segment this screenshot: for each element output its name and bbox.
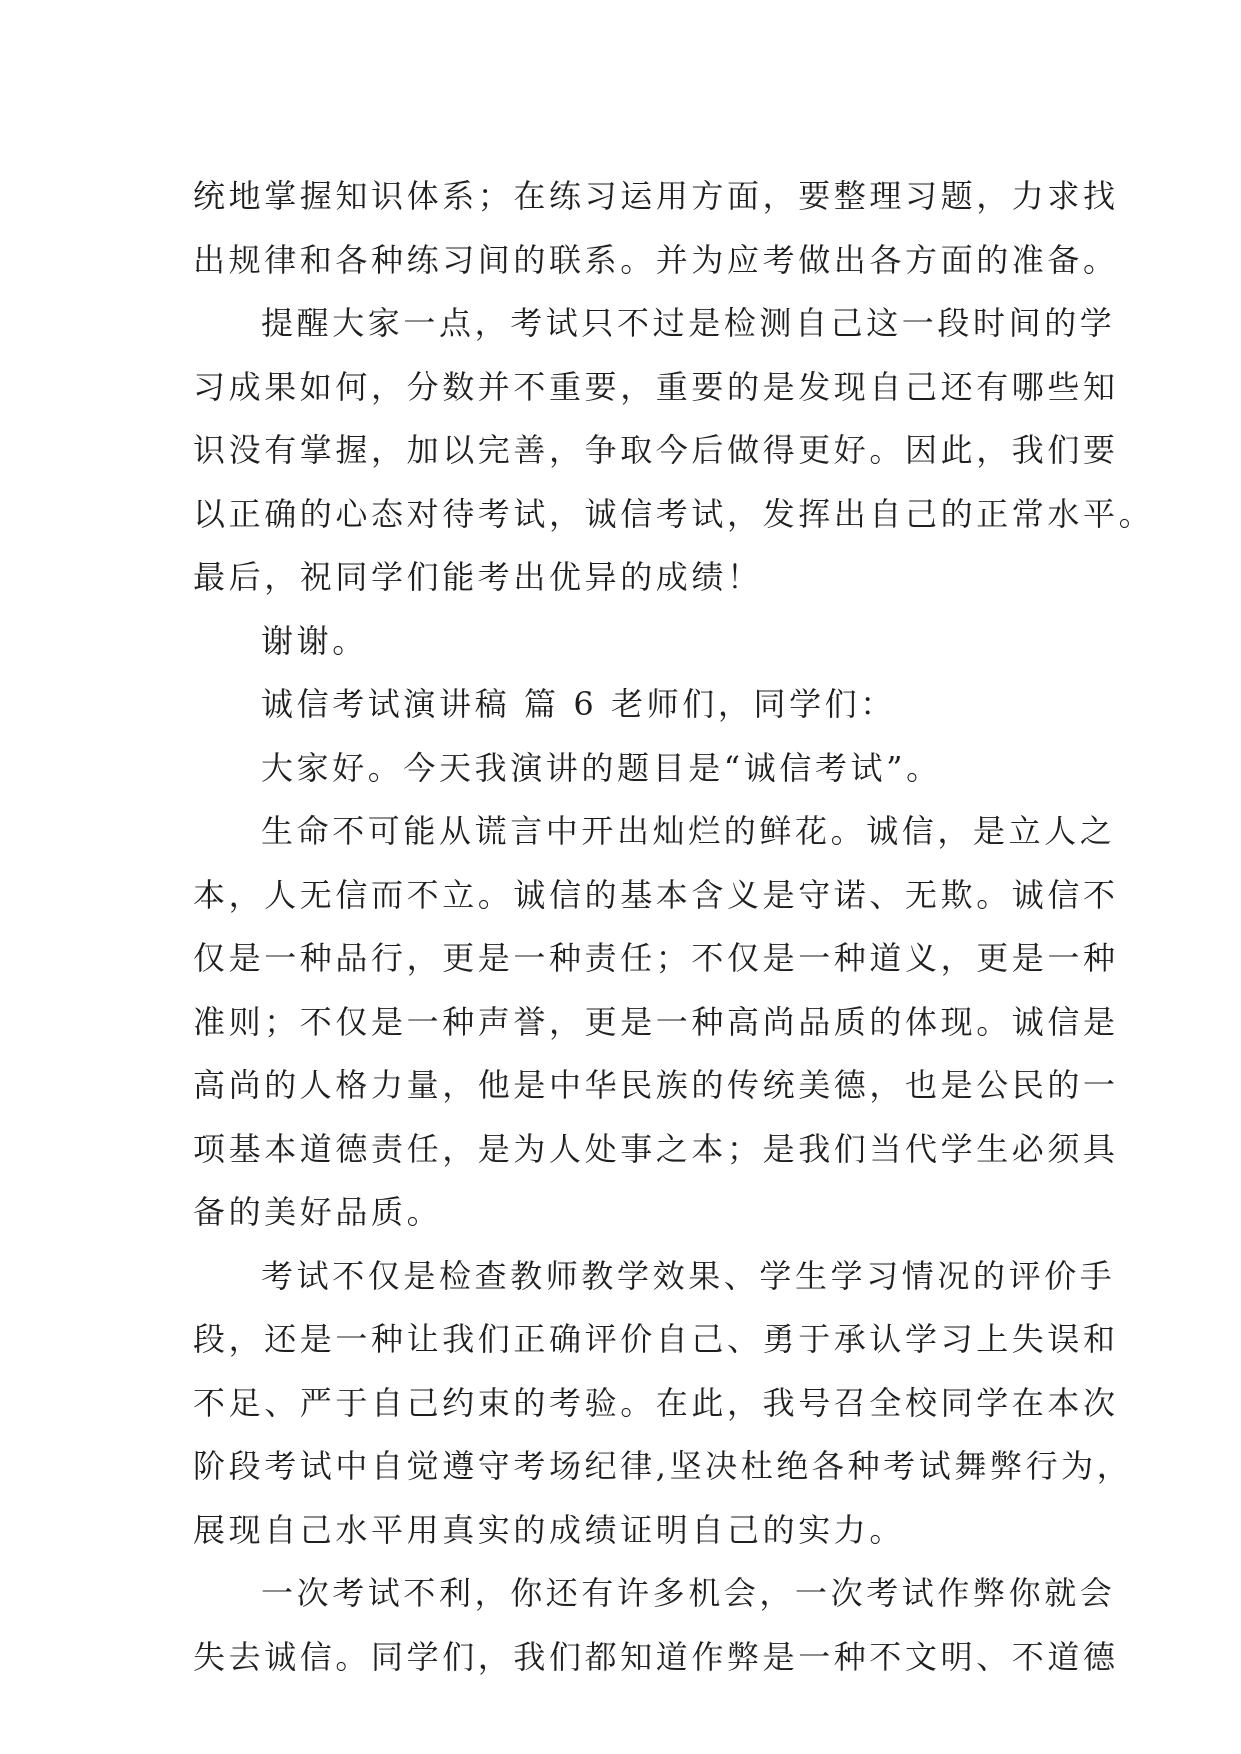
text-line: 提醒大家一点，考试只不过是检测自己这一段时间的学	[261, 304, 1116, 342]
text-line: 准则；不仅是一种声誉，更是一种高尚品质的体现。诚信是	[193, 1002, 1119, 1041]
text-line: 段，还是一种让我们正确评价自己、勇于承认学习上失误和	[193, 1320, 1119, 1358]
text-line: 项基本道德责任，是为人处事之本；是我们当代学生必须具	[193, 1129, 1119, 1168]
text-line: 阶段考试中自觉遵守考场纪律,坚决杜绝各种考试舞弊行为，	[193, 1447, 1133, 1485]
text-line: 谢谢。	[261, 621, 368, 660]
text-line: 备的美好品质。	[193, 1193, 443, 1231]
document-body	[193, 165, 1155, 1689]
text-line: 本，人无信而不立。诚信的基本含义是守诺、无欺。诚信不	[193, 875, 1119, 914]
text-line: 失去诚信。同学们，我们都知道作弊是一种不文明、不道德	[193, 1637, 1119, 1676]
text-line: 大家好。今天我演讲的题目是“诚信考试”。	[261, 748, 942, 787]
text-line: 以正确的心态对待考试，诚信考试，发挥出自己的正常水平。	[193, 494, 1155, 533]
text-line: 识没有掌握，加以完善，争取今后做得更好。因此，我们要	[193, 431, 1119, 469]
text-line: 仅是一种品行，更是一种责任；不仅是一种道义，更是一种	[193, 939, 1119, 977]
text-line: 统地掌握知识体系；在练习运用方面，要整理习题，力求找	[193, 177, 1119, 215]
text-line: 出规律和各种练习间的联系。并为应考做出各方面的准备。	[193, 240, 1119, 279]
text-line: 考试不仅是检查教师教学效果、学生学习情况的评价手	[261, 1256, 1116, 1295]
text-line: 不足、严于自己约束的考验。在此，我号召全校同学在本次	[193, 1383, 1119, 1422]
text-line: 一次考试不利，你还有许多机会，一次考试作弊你就会	[261, 1574, 1116, 1612]
text-line: 习成果如何，分数并不重要，重要的是发现自己还有哪些知	[193, 367, 1119, 406]
text-line: 生命不可能从谎言中开出灿烂的鲜花。诚信，是立人之	[261, 812, 1116, 850]
text-line: 展现自己水平用真实的成绩证明自己的实力。	[193, 1510, 906, 1549]
section-heading-line: 诚信考试演讲稿 篇 6 老师们，同学们：	[261, 685, 896, 723]
text-line: 最后，祝同学们能考出优异的成绩！	[193, 558, 763, 596]
text-line: 高尚的人格力量，他是中华民族的传统美德，也是公民的一	[193, 1066, 1119, 1104]
